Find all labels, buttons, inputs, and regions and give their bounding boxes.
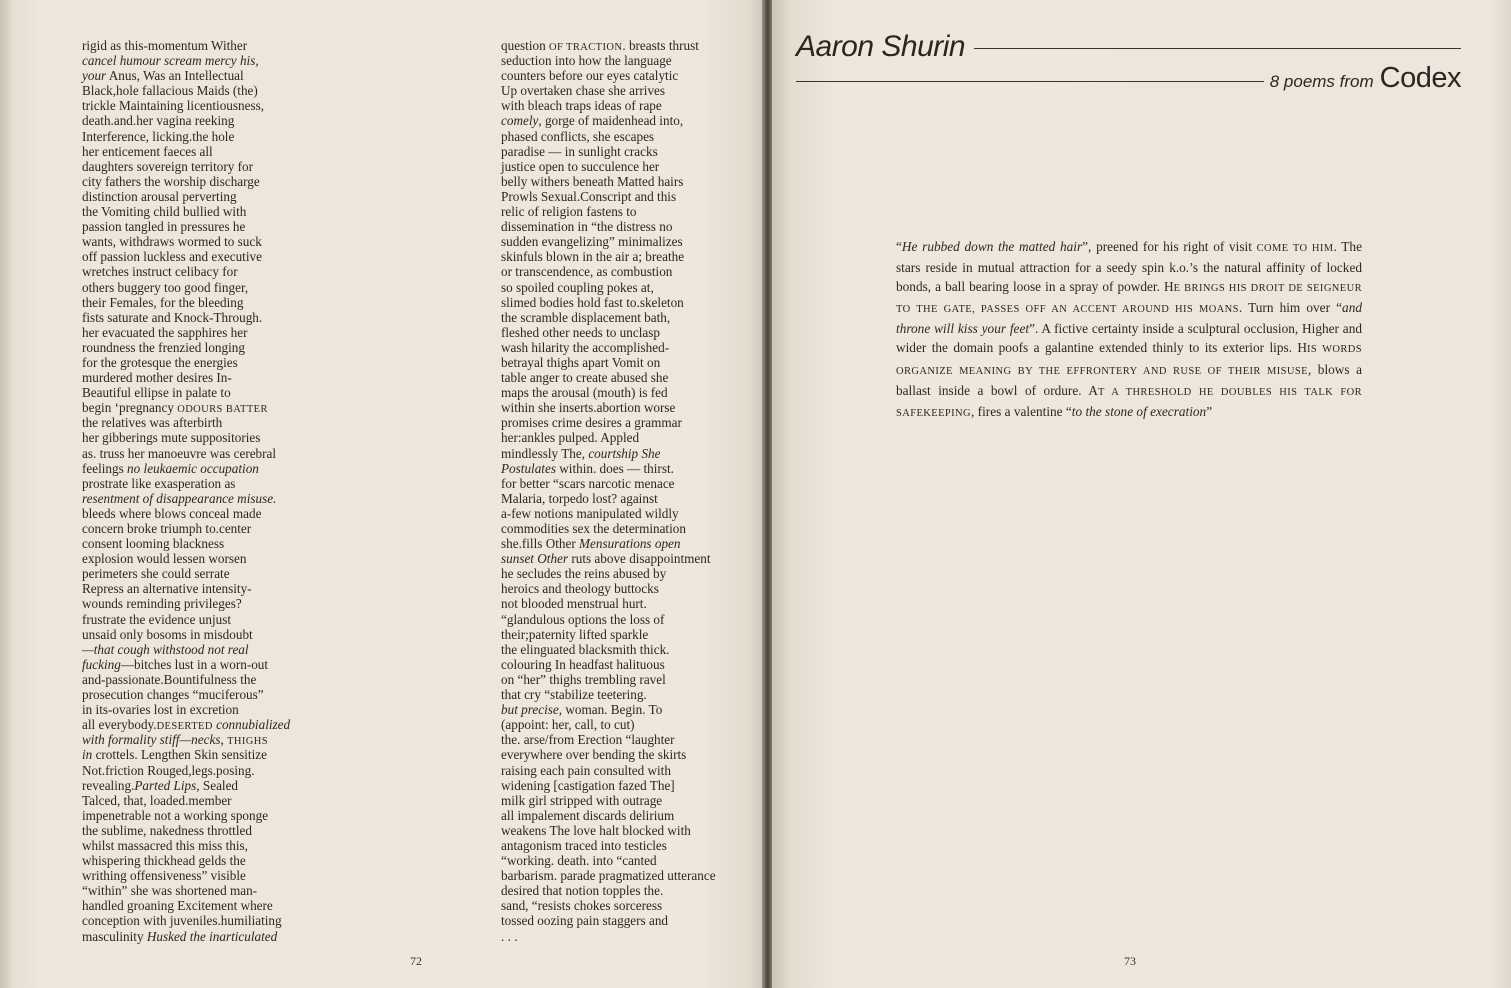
poem-line: cancel humour scream mercy his, — [82, 53, 259, 69]
poem-line: frustrate the evidence unjust — [82, 611, 232, 627]
poem-line: but precise, woman. Begin. To — [501, 702, 663, 718]
poem-line: raising each pain consulted with — [501, 762, 671, 778]
poem-line: tossed oozing pain staggers and — [501, 913, 669, 929]
poem-line: seduction into how the language — [501, 53, 672, 69]
poem-line: perimeters she could serrate — [82, 566, 230, 582]
poem-line: their;paternity lifted sparkle — [501, 626, 649, 642]
poem-line: —that cough withstood not real — [82, 641, 249, 657]
poem-line: with bleach traps ideas of rape — [501, 98, 662, 114]
poem-line: wounds reminding privileges? — [82, 596, 242, 612]
poem-line: their Females, for the bleeding — [82, 294, 244, 310]
poem-line: slimed bodies hold fast to.skeleton — [501, 294, 684, 310]
poem-line: comely, gorge of maidenhead into, — [501, 113, 684, 129]
subtitle-title: Codex — [1379, 62, 1461, 94]
poem-line: for the grotesque the energies — [82, 354, 238, 370]
poem-line: the elinguated blacksmith thick. — [501, 641, 670, 657]
poem-line: weakens The love halt blocked with — [501, 822, 691, 838]
poem-line: counters before our eyes catalytic — [501, 68, 679, 84]
poem-line: explosion would lessen worsen — [82, 551, 247, 567]
poem-line: sunset Other ruts above disappointment — [501, 551, 711, 567]
poem-line: conception with juveniles.humiliating — [82, 913, 282, 929]
poem-line: begin ‘pregnancy ODOURS BATTER — [82, 400, 268, 416]
poem-line: or transcendence, as combustion — [501, 264, 673, 280]
poem-line: resentment of disappearance misuse. — [82, 490, 277, 506]
poem-line: the. arse/from Erection “laughter — [501, 732, 675, 748]
poem-line: city fathers the worship discharge — [82, 173, 260, 189]
poem-line: Up overtaken chase she arrives — [501, 83, 666, 99]
poem-line: rigid as this-momentum Wither — [82, 38, 248, 53]
poem-line: (appoint: her, call, to cut) — [501, 717, 635, 733]
poem-line: wretches instruct celibacy for — [82, 264, 238, 280]
poem-line: with formality stiff—necks, THIGHS — [82, 732, 268, 748]
page-number-right: 73 — [1124, 954, 1136, 968]
poem-line: he secludes the reins abused by — [501, 566, 667, 582]
poem-line: a-few notions manipulated wildly — [501, 505, 679, 521]
poem-line: “working. death. into “canted — [501, 853, 657, 869]
poem-line: relic of religion fastens to — [501, 204, 637, 220]
poem-line: as. truss her manoeuvre was cerebral — [82, 445, 277, 461]
poem-line: betrayal thighs apart Vomit on — [501, 354, 661, 370]
poem-line: fists saturate and Knock-Through. — [82, 309, 263, 325]
page-number-left: 72 — [410, 954, 422, 968]
poem-line: sand, “resists chokes sorceress — [501, 898, 663, 914]
poem-line: impenetrable not a working sponge — [82, 807, 269, 823]
poem-line: trickle Maintaining licentiousness, — [82, 98, 265, 114]
poem-line: concern broke triumph to.center — [82, 521, 252, 536]
poem-line: revealing.Parted Lips, Sealed — [82, 777, 239, 793]
poem-line: promises crime desires a grammar — [501, 415, 682, 431]
poem-line: that cry “stabilize teetering. — [501, 687, 647, 703]
poem-line: your Anus, Was an Intellectual — [82, 68, 244, 84]
poem-line: dissemination in “the distress no — [501, 219, 673, 235]
poem-line: in its-ovaries lost in excretion — [82, 702, 239, 718]
poem-line: not blooded menstrual hurt. — [501, 596, 647, 612]
poem-line: table anger to create abused she — [501, 370, 669, 386]
poem-line: others buggery too good finger, — [82, 279, 249, 295]
poem-line: and-passionate.Bountifulness the — [82, 671, 257, 687]
poem-line: for better “scars narcotic menace — [501, 475, 675, 491]
poem-line: Prowls Sexual.Conscript and this — [501, 188, 677, 204]
poem-line: Beautiful ellipse in palate to — [82, 385, 231, 401]
poem-line: her:ankles pulped. Appled — [501, 430, 640, 446]
poem-line: “glandulous options the loss of — [501, 611, 665, 627]
poem-line: desired that notion topples the. — [501, 883, 664, 899]
poem-line: Black,hole fallacious Maids (the) — [82, 83, 258, 99]
poem-line: fucking—bitches lust in a worn-out — [82, 656, 269, 672]
poem-line: passion tangled in pressures he — [82, 219, 246, 235]
poem-line: Repress an alternative intensity- — [82, 581, 252, 597]
poem-line: bleeds where blows conceal made — [82, 505, 262, 521]
poem-line: her evacuated the sapphires her — [82, 324, 248, 340]
poem-line: all everybody.DESERTED connubialized — [82, 717, 291, 733]
poem-line: consent looming blackness — [82, 536, 225, 552]
poem-column-right — [501, 38, 716, 944]
poem-line: maps the arousal (mouth) is fed — [501, 385, 668, 401]
poem-line: writhing offensiveness” visible — [82, 868, 246, 884]
poem-line: off passion luckless and executive — [82, 249, 262, 265]
poem-line: the scramble displacement bath, — [501, 309, 671, 325]
subtitle-prefix: 8 poems from — [1269, 72, 1374, 91]
poem-line: the sublime, nakedness throttled — [82, 822, 252, 838]
poem-line: whilst massacred this miss this, — [82, 837, 248, 853]
poem-line: her gibberings mute suppositories — [82, 430, 261, 446]
poem-line: all impalement discards delirium — [501, 807, 675, 823]
poem-line: handled groaning Excitement where — [82, 898, 273, 914]
poem-line: wants, withdraws wormed to suck — [82, 234, 262, 250]
poem-line: daughters sovereign territory for — [82, 158, 254, 174]
poem-line: distinction arousal perverting — [82, 188, 237, 204]
poem-line: fleshed other needs to unclasp — [501, 324, 660, 340]
poem-line: question OF TRACTION. breasts thrust — [501, 38, 699, 53]
poem-line: on “her” thighs trembling ravel — [501, 671, 666, 687]
poem-line: . . . — [501, 928, 518, 944]
poem-line: feelings no leukaemic occupation — [82, 460, 259, 476]
poem-line: widening [castigation fazed The] — [501, 777, 675, 793]
poem-line: everywhere over bending the skirts — [501, 747, 687, 763]
poem-line: Malaria, torpedo lost? against — [501, 490, 658, 506]
poem-line: heroics and theology buttocks — [501, 581, 659, 597]
poem-line: within she inserts.abortion worse — [501, 400, 676, 416]
poem-line: murdered mother desires In- — [82, 370, 232, 386]
poem-line: Postulates within. does — thirst. — [501, 460, 674, 476]
poem-line: death.and.her vagina reeking — [82, 113, 235, 129]
poem-line: Interference, licking.the hole — [82, 128, 235, 144]
poem-line: colouring In headfast halituous — [501, 656, 665, 672]
poem-line: milk girl stripped with outrage — [501, 792, 663, 808]
poem-line: unsaid only bosoms in misdoubt — [82, 626, 253, 642]
poem-line: paradise — in sunlight cracks — [501, 143, 658, 159]
title-rule-bottom — [796, 81, 1264, 82]
poem-line: skinfuls blown in the air a; breathe — [501, 249, 685, 265]
poem-line: wash hilarity the accomplished- — [501, 339, 670, 355]
poem-line: the Vomiting child bullied with — [82, 204, 247, 220]
poem-line: Talced, that, loaded.member — [82, 792, 232, 808]
poem-line: her enticement faeces all — [82, 143, 213, 159]
poem-line: antagonism traced into testicles — [501, 837, 667, 853]
title-rule-top — [974, 48, 1461, 49]
poem-line: sudden evangelizing” minimalizes — [501, 234, 683, 250]
subtitle — [1270, 62, 1461, 95]
poem-line: mindlessly The, courtship She — [501, 445, 661, 461]
poem-column-left — [82, 38, 290, 944]
poem-line: she.fills Other Mensurations open — [501, 536, 681, 552]
poem-line: belly withers beneath Matted hairs — [501, 173, 684, 189]
poem-line: prosecution changes “muciferous” — [82, 687, 264, 703]
poem-line: roundness the frenzied longing — [82, 339, 245, 355]
poem-line: the relatives was afterbirth — [82, 415, 223, 431]
poem-line: justice open to succulence her — [501, 158, 660, 174]
poem-line: prostrate like exasperation as — [82, 475, 236, 491]
prose-poem: “He rubbed down the matted hair”, preened for his right of visit COME TO HIM. The stars reside in mutual attraction for a seedy spin k.o.’s the natural affinity of locked bonds, a ball bearing loose in a spray of powder. HE BRINGS HIS DROIT DE SEIGNEUR TO THE GATE, PASSES OFF AN ACCENT AROUND HIS MOANS. Turn him over “and throne will kiss your feet”. A fictive certainty inside a sculptural occlusion, Higher and wider the domain poofs a galantine extended thinly to its exterior lips. HIS WORDS ORGANIZE MEANING BY THE EFFRONTERY AND RUSE OF THEIR MISUSE, blows a ballast inside a bowl of ordure. AT A THRESHOLD HE DOUBLES HIS TALK FOR SAFEKEEPING, fires a valentine “to the stone of execration” — [896, 239, 1362, 419]
poem-line: so spoiled coupling pokes at, — [501, 279, 654, 295]
poem-line: whispering thickhead gelds the — [82, 853, 246, 869]
poem-line: barbarism. parade pragmatized utterance — [501, 868, 716, 884]
author-name: Aaron Shurin — [796, 30, 966, 63]
poem-line: Not.friction Rouged,legs.posing. — [82, 762, 255, 778]
right-page — [772, 0, 1511, 988]
poem-line: masculinity Husked the inarticulated — [82, 928, 278, 944]
poem-line: commodities sex the determination — [501, 521, 686, 536]
poem-line: phased conflicts, she escapes — [501, 128, 655, 144]
poem-line: “within” she was shortened man- — [82, 883, 258, 899]
poem-line: in crottels. Lengthen Skin sensitize — [82, 747, 267, 763]
